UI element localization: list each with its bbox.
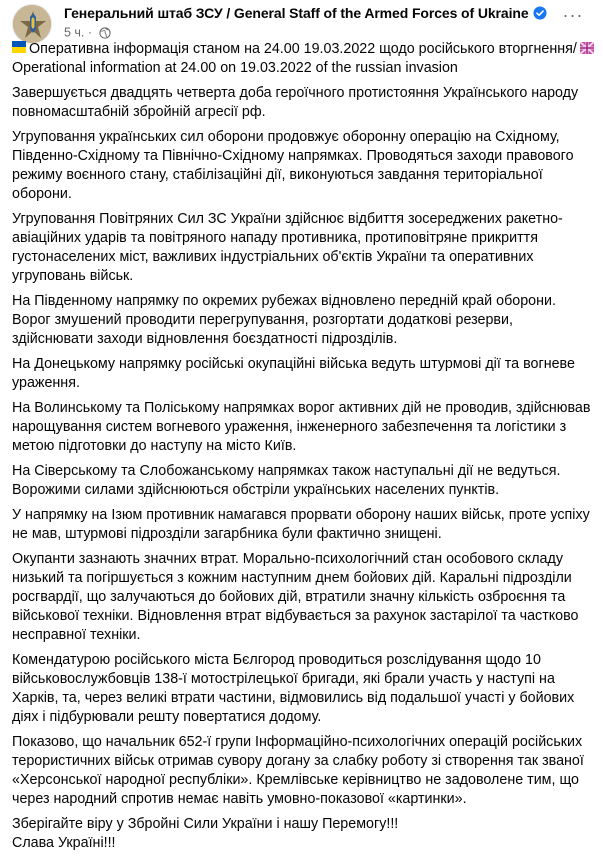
page-name[interactable] (64, 5, 547, 21)
post-paragraph: Угруповання Повітряних Сил ЗС України здійснює відбиття зосереджених ракетно-авіаційних ударів та повітряного нападу противника, протиповітряне прикриття густонаселених міст, важливих індустріальних об'єктів України та оперативних угруповань військ. (12, 211, 563, 284)
post-paragraph: На Південному напрямку по окремих рубежах відновлено передній край оборони. Ворог змушений проводити перегрупування, розгортати додаткові резерви, здійснювати заходи відновлення боєздатності підрозділів. (12, 293, 556, 347)
armed-forces-emblem-icon (13, 5, 52, 44)
post-meta (64, 25, 111, 40)
post-closing: Зберігайте віру у Збройні Сили України і нашу Перемогу!!! Слава Україні!!! (12, 816, 399, 851)
post-paragraph: Показово, що начальник 652-ї групи Інформаційно-психологічних операцій російських терористичних військ отримав сувору догану за слабку роботу зі створення так званої «Херсонської народної республіки». Кремлівське керівництво не задоволене тим, що через народний спротив немає навіть умовно-показової «картинки». (12, 734, 584, 807)
globe-icon[interactable] (99, 27, 111, 39)
ukraine-flag-icon (12, 40, 26, 54)
post-paragraph: На Донецькому напрямку російські окупаційні війська ведуть штурмові дії та вогневе ураження. (12, 356, 575, 391)
verified-badge-icon (533, 6, 547, 20)
page-avatar[interactable] (12, 4, 52, 44)
post-intro (12, 40, 597, 78)
meta-separator: · (87, 25, 93, 40)
post-paragraph: Комендатурою російського міста Бєлгород проводиться розслідування щодо 10 військовослужбовців 138-ї мотострілецької бригади, які брали участь у наступі на Харків, та, через великі втрати частини, відмовились від подальшої участі у бойових діях і підбурювали решту повертатися додому. (12, 652, 575, 725)
post-content (12, 40, 597, 859)
post-paragraph: Угруповання українських сил оборони продовжує оборонну операцію на Східному, Південно-Східному та Північно-Східному напрямках. Проводяться заходи правового режиму воєнного стану, стабілізаційні дії, виконуються завдання територіальної оборони. (12, 129, 574, 202)
intro-en-text: Operational information at 24.00 on 19.03.2022 of the russian invasion (12, 60, 458, 76)
post-time[interactable]: 5 ч. (64, 25, 85, 40)
post-paragraph: У напрямку на Ізюм противник намагався прорвати оборону наших військ, проте успіху не мав, штурмові підрозділи загарбника були фактично знищені. (12, 507, 590, 542)
post-paragraph: Окупанти зазнають значних втрат. Морально-психологічний стан особового складу низький та погіршується з кожним наступним днем бойових дій. Каральні підрозділи росгвардії, що залучаються до бойових дій, втратили значну кількість озброєння та військової техніки. Відновлення втрат відбувається за рахунок застарілої та частково несправної техніки. (12, 551, 579, 643)
post-paragraph: Завершується двадцять четверта доба героїчного протистояння Українського народу повномасштабній збройній агресії рф. (12, 85, 579, 120)
more-options-button[interactable]: ··· (562, 5, 584, 25)
post-paragraph: На Волинському та Поліському напрямках ворог активних дій не проводив, здійснював нарощування систем вогневого ураження, інженерного забезпечення та логістики з метою підготовки до наступу на місто Київ. (12, 400, 591, 454)
post-paragraph: На Сіверському та Слобожанському напрямках також наступальні дії не ведуться. Ворожими силами здійснюються обстріли українських населених пунктів. (12, 463, 561, 498)
post-header (12, 2, 591, 40)
uk-flag-icon (580, 42, 594, 54)
intro-ua-text: Оперативна інформація станом на 24.00 19.03.2022 щодо російського вторгнення/ (29, 41, 577, 57)
page-name-text[interactable]: Генеральний штаб ЗСУ / General Staff of the Armed Forces of Ukraine (64, 5, 529, 21)
